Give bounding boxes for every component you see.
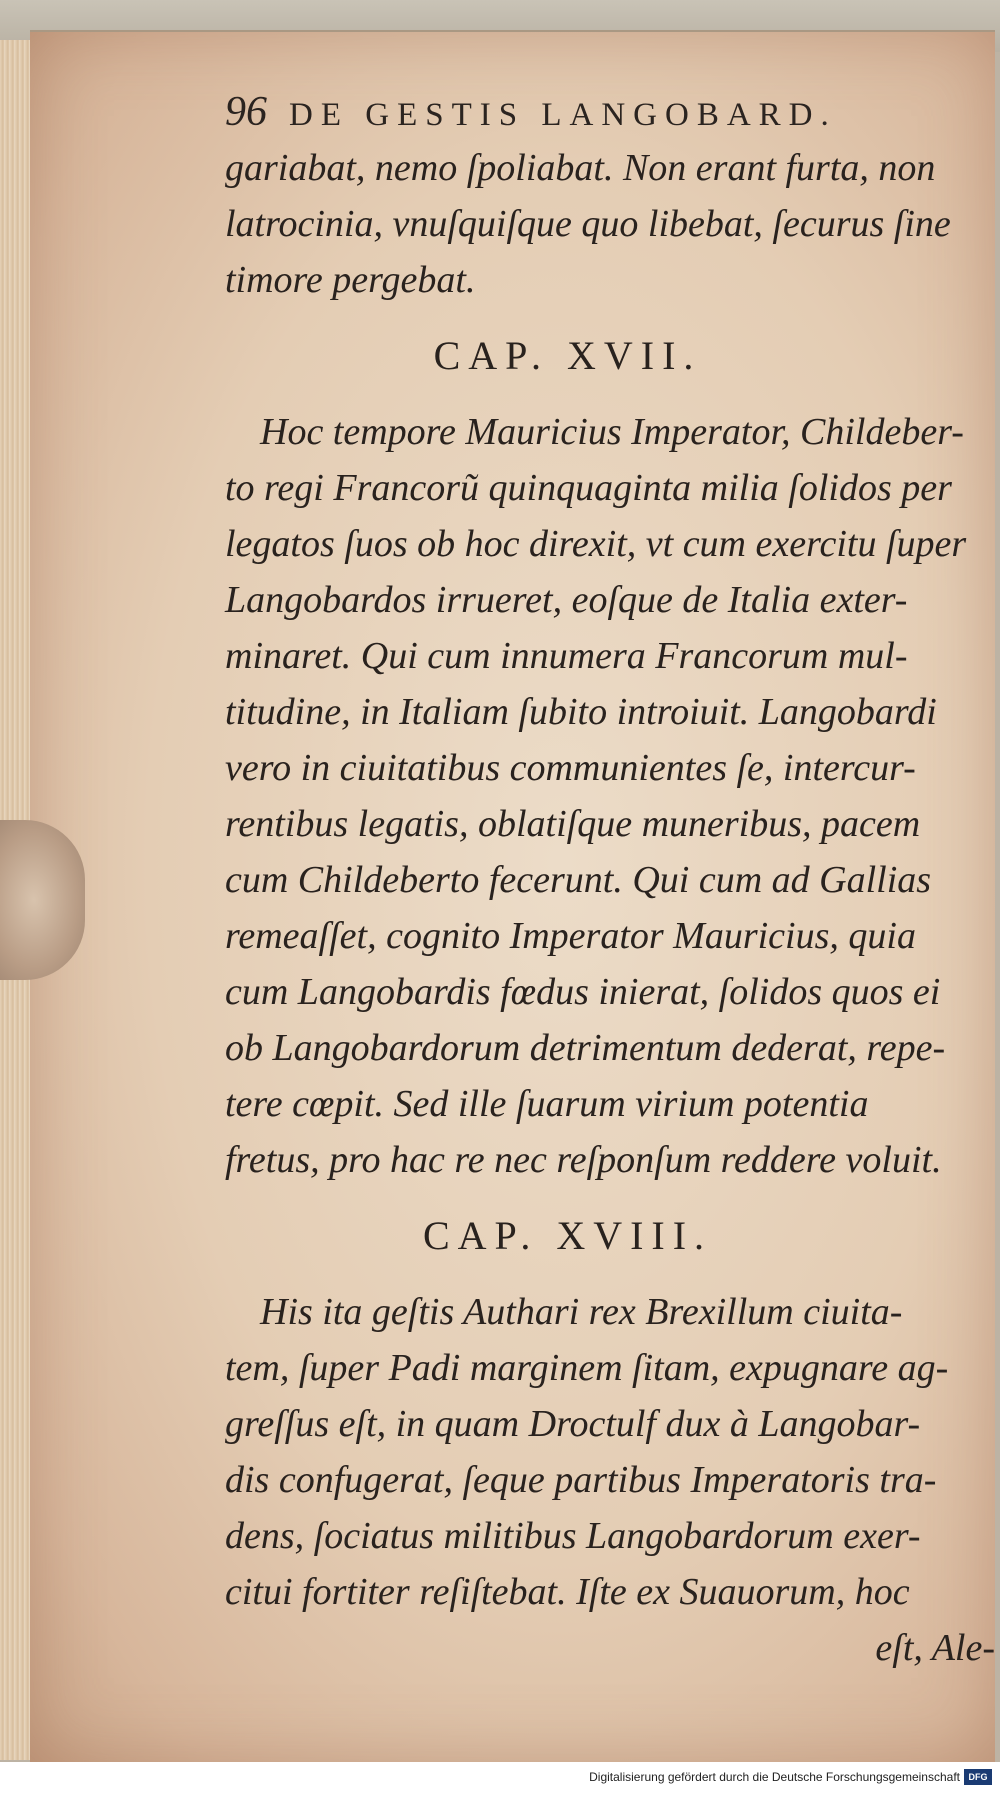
text-line: fretus, pro hac re nec reſponſum reddere voluit. [225,1139,942,1181]
text-line: legatos ſuos ob hoc direxit, vt cum exercitu ſuper [225,523,967,565]
text-line: titudine, in Italiam ſubito introiuit. Langobardi [225,691,937,733]
chapter-heading-18: CAP. XVIII. [422,1213,713,1258]
text-line: Hoc tempore Mauricius Imperator, Childeber- [260,411,964,453]
text-line: to regi Francorũ quinquaginta milia ſolidos per [225,467,952,509]
text-line: cum Childeberto fecerunt. Qui cum ad Gallias [225,859,932,901]
catchword: eſt, Ale- [875,1627,995,1669]
text-line: ob Langobardorum detrimentum dederat, repe- [225,1027,946,1069]
text-line: remeaſſet, cognito Imperator Mauricius, quia [225,915,916,957]
text-line: vero in ciuitatibus communientes ſe, intercur- [225,747,916,789]
text-line: Langobardos irrueret, eoſque de Italia exter- [225,579,908,621]
text-line: dens, ſociatus militibus Langobardorum exer- [225,1515,921,1557]
text-line: timore pergebat. [225,259,476,301]
text-line: latrocinia, vnuſquiſque quo libebat, ſecurus ſine [225,203,951,245]
text-line: gariabat, nemo ſpoliabat. Non erant furta, non [225,147,936,189]
text-line: minaret. Qui cum innumera Francorum mul- [225,635,908,677]
page-number: 96 [225,89,267,135]
body-text [225,140,1000,1676]
text-line: His ita geſtis Authari rex Brexillum ciuita- [260,1291,903,1333]
text-line: rentibus legatis, oblatiſque muneribus, pacem [225,803,921,845]
chapter-heading-17: CAP. XVII. [433,333,702,378]
dfg-logo: DFG [964,1769,992,1785]
running-title: DE GESTIS LANGOBARD. [289,97,837,133]
digitization-footer [0,1762,1000,1793]
page-header [225,88,985,136]
text-line: tere cœpit. Sed ille ſuarum virium potentia [225,1083,869,1125]
text-line: tem, ſuper Padi marginem ſitam, expugnare ag- [225,1347,949,1389]
text-line: citui fortiter reſiſtebat. Iſte ex Suauorum, hoc [225,1571,910,1613]
text-line: greſſus eſt, in quam Droctulf dux à Langobar- [225,1403,921,1445]
thumb-holding-page [0,820,85,980]
text-line: dis confugerat, ſeque partibus Imperatoris tra- [225,1459,937,1501]
funding-credit: Digitalisierung gefördert durch die Deutsche Forschungsgemeinschaft [589,1770,960,1784]
text-line: cum Langobardis fœdus inierat, ſolidos quos ei [225,971,941,1013]
